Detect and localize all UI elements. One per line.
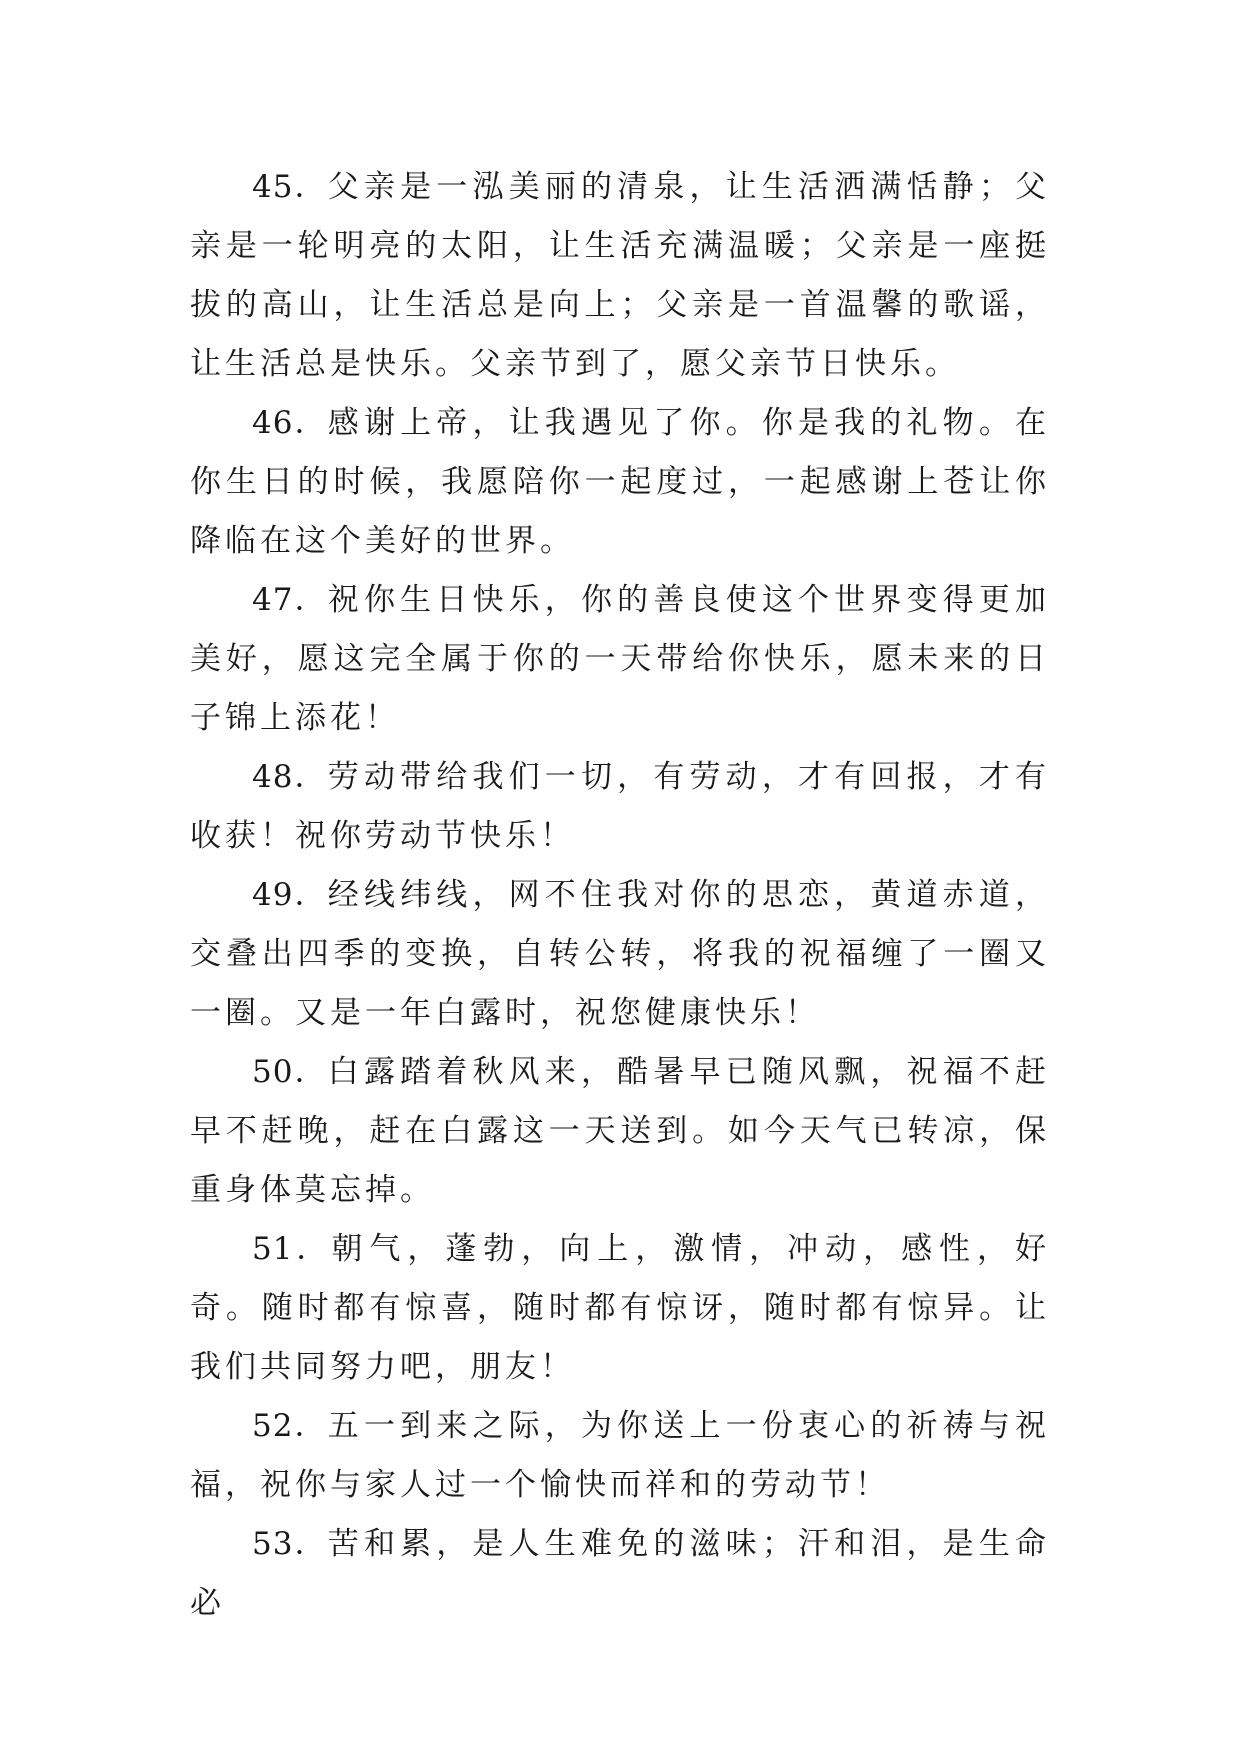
paragraph-46 xyxy=(190,394,1050,571)
paragraph-text: 祝你生日快乐，你的善良使这个世界变得更加美好，愿这完全属于你的一天带给你快乐，愿未来的日子锦上添花！ xyxy=(190,582,1051,736)
paragraph-number: 52． xyxy=(252,1408,328,1444)
paragraph-number: 53． xyxy=(252,1526,328,1562)
paragraph-48 xyxy=(190,748,1050,866)
paragraph-47 xyxy=(190,571,1050,748)
paragraph-text: 五一到来之际，为你送上一份衷心的祈祷与祝福，祝你与家人过一个愉快而祥和的劳动节！ xyxy=(190,1408,1051,1503)
paragraph-52 xyxy=(190,1397,1050,1515)
paragraph-49 xyxy=(190,866,1050,1043)
paragraph-text: 父亲是一泓美丽的清泉，让生活洒满恬静；父亲是一轮明亮的太阳，让生活充满温暖；父亲是一座挺拔的高山，让生活总是向上；父亲是一首温馨的歌谣，让生活总是快乐。父亲节到了，愿父亲节日快乐。 xyxy=(190,169,1051,382)
paragraph-text: 白露踏着秋风来，酷暑早已随风飘，祝福不赶早不赶晚，赶在白露这一天送到。如今天气已转凉，保重身体莫忘掉。 xyxy=(190,1054,1051,1208)
paragraph-text: 感谢上帝，让我遇见了你。你是我的礼物。在你生日的时候，我愿陪你一起度过，一起感谢上苍让你降临在这个美好的世界。 xyxy=(190,405,1051,559)
paragraph-number: 47． xyxy=(252,582,328,618)
paragraph-number: 50． xyxy=(252,1054,328,1090)
paragraph-number: 48． xyxy=(252,759,328,795)
document-body xyxy=(190,158,1050,1633)
paragraph-45 xyxy=(190,158,1050,394)
paragraph-number: 45． xyxy=(252,169,328,205)
paragraph-51 xyxy=(190,1220,1050,1397)
paragraph-text: 劳动带给我们一切，有劳动，才有回报，才有收获！祝你劳动节快乐！ xyxy=(190,759,1051,854)
paragraph-number: 46． xyxy=(252,405,328,441)
paragraph-53 xyxy=(190,1515,1050,1633)
paragraph-text: 经线纬线，网不住我对你的思恋，黄道赤道，交叠出四季的变换，自转公转，将我的祝福缠了一圈又一圈。又是一年白露时，祝您健康快乐！ xyxy=(190,877,1051,1031)
paragraph-text: 朝气，蓬勃，向上，激情，冲动，感性，好奇。随时都有惊喜，随时都有惊讶，随时都有惊异。让我们共同努力吧，朋友！ xyxy=(190,1231,1050,1385)
paragraph-number: 51． xyxy=(252,1231,332,1267)
paragraph-50 xyxy=(190,1043,1050,1220)
paragraph-text: 苦和累，是人生难免的滋味；汗和泪，是生命必 xyxy=(190,1526,1051,1621)
paragraph-number: 49． xyxy=(252,877,328,913)
